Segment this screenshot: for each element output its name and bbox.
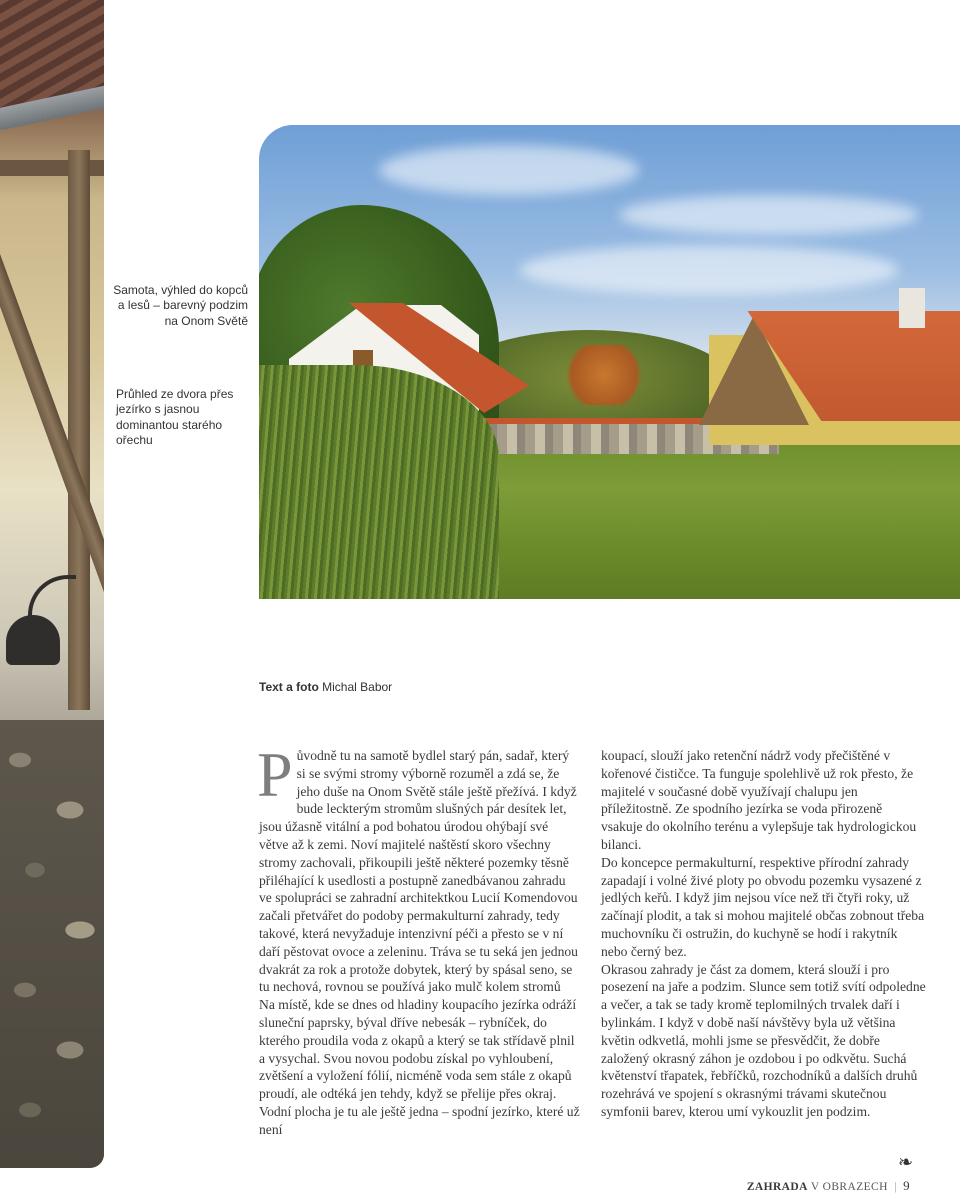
article-paragraph bbox=[257, 739, 581, 996]
page-footer bbox=[747, 1178, 910, 1194]
cloud bbox=[519, 245, 899, 295]
photo-caption-2: Průhled ze dvora přes jezírko s jasnou dominantou starého ořechu bbox=[116, 387, 234, 447]
left-photo-timber-wall bbox=[0, 0, 104, 1168]
cloud bbox=[379, 145, 639, 195]
photo-caption-1: Samota, výhled do kopců a lesů – barevný podzim na Onom Světě bbox=[113, 283, 248, 328]
article-paragraph: Na místě, kde se dnes od hladiny koupacího jezírka odráží sluneční paprsky, býval dříve nebesák – rybníček, do kterého proudila voda z okapů a který se tak střídavě plnil a vysychal. Svou novou podobu získal po vyhloubení, zvětšení a vyložení fólií, nicméně voda sem stále z okapů proudí, ale odtéká jen tehdy, když se přelije přes okraj. Vodní plocha je tu ale ještě jedna – spodní jezírko, které už není bbox=[259, 997, 580, 1137]
autumn-tree bbox=[559, 345, 649, 405]
paragraph-text: ůvodně tu na samotě bydlel starý pán, sadař, který si se svými stromy výborně rozuměl a zdá se, že jeho duše na Onom Světě stále ještě přežívá. I když bude leckterým stromům slušných pár desítek let, jsou úžasně vitální a pod bohatou úrodou ohýbají své větve až k zemi. Noví majitelé naštěstí skoro všechny stromy zachovali, přikoupili ještě některé pozemky těsně přiléhající k usedlosti a postupně zanedbávanou zahradu ve spolupráci se zahradní architektkou Lucií Komendovou začali přetvářet do podoby permakulturní zahrady, tedy takové, která nevyžaduje intenzivní péči a přesto se v ní daří pěstovat ovoce a zeleninu. Tráva se tu seká jen jednou dvakrát za rok a protože dobytek, který by spásal seno, se tu nechová, rovnou se používá jako mulč kolem stromů bbox=[259, 748, 578, 995]
magazine-brand-rest: V OBRAZECH bbox=[807, 1181, 888, 1193]
credit-label: Text a foto bbox=[259, 680, 319, 694]
stone-wall bbox=[0, 720, 104, 1168]
article-column-2 bbox=[601, 747, 926, 1121]
bell-icon bbox=[6, 615, 60, 665]
leaf-ornament-icon: ❧ bbox=[898, 1152, 914, 1172]
article-column-1 bbox=[257, 739, 581, 1139]
chimney bbox=[899, 288, 925, 328]
tall-grass bbox=[259, 365, 499, 599]
article-paragraph: Do koncepce permakulturní, respektive přírodní zahrady zapadají i volné živé ploty po obvodu pozemku vysazené z jedlých keřů. I když jim nejsou více než tři čtyři roky, už začínají plodit, a tak si mohou majitelé občas zobnout třeba muchovníku či ostružin, do kuchyně se hodí i rakytník nebo černý bez. bbox=[601, 854, 925, 959]
magazine-brand: ZAHRADA bbox=[746, 1181, 808, 1193]
footer-separator: | bbox=[894, 1181, 897, 1193]
author-credit bbox=[259, 680, 392, 694]
cloud bbox=[619, 195, 919, 235]
article-paragraph: koupací, slouží jako retenční nádrž vody přečištěné v kořenové čističce. Ta funguje spolehlivě už rok přesto, že majitelé v současné době využívají chalupu jen příležitostně. Ze spodního jezírka se voda přirozeně vsakuje do okolního terénu a vylepšuje tak hydrologickou bilanci. bbox=[601, 748, 917, 852]
page-number: 9 bbox=[903, 1178, 910, 1193]
main-photo-farmstead bbox=[259, 125, 960, 599]
credit-author: Michal Babor bbox=[322, 680, 393, 694]
article-paragraph: Okrasou zahrady je část za domem, která slouží i pro posezení na jaře a podzim. Slunce sem totiž svítí odpoledne a večer, a tak se tady kromě teplomilných trvalek daří i bylinkám. I když v době naší návštěvy byla už většina květin odkvetlá, mohli jsme se přesvědčit, že dobře založený okrasný záhon je ozdobou i po odkvětu. Suchá květenství třapatek, řebříčků, rozchodníků a dalších druhů rozehrává ve spojení s okrasnými trávami skutečnou symfonii barev, kterou umí vykouzlit jen podzim. bbox=[601, 961, 926, 1119]
timber-post bbox=[68, 150, 90, 710]
drop-cap: P bbox=[257, 739, 293, 810]
